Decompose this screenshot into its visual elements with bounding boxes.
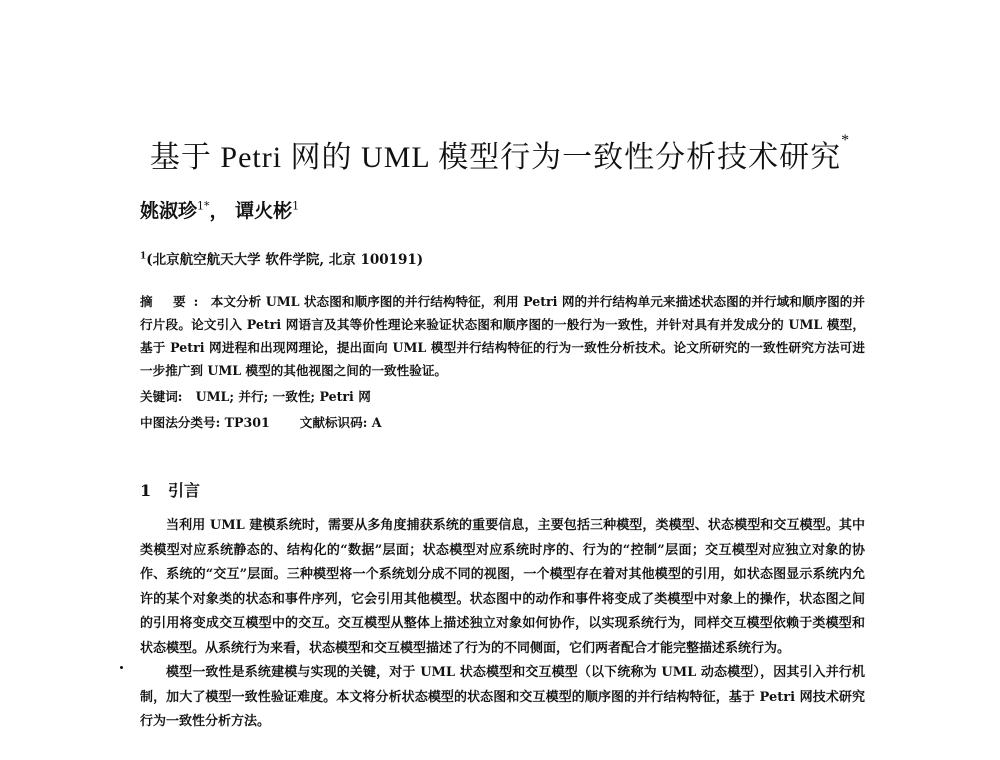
author-affil-mark: 1	[292, 199, 300, 213]
section-title: 引言	[168, 481, 201, 500]
clc-value: TP301	[224, 415, 270, 430]
section-number: 1	[140, 481, 152, 500]
affiliation-text: (北京航空航天大学 软件学院, 北京 100191)	[146, 252, 424, 268]
author-name: 谭火彬	[235, 200, 293, 222]
keywords-label: 关键词:	[140, 389, 183, 404]
clc-label: 中图法分类号:	[140, 415, 221, 430]
doc-code-label: 文献标识码:	[299, 415, 368, 430]
paragraph: 模型一致性是系统建模与实现的关键，对于 UML 状态模型和交互模型（以下统称为 UML 动态模型），因其引入并行机制，加大了模型一致性验证难度。本文将分析状态模型的状态图和交互模型的顺序图的并行结构特征，基于 Petri 网技术研究行为一致性分析方法。	[140, 665, 865, 729]
doc-code-value: A	[371, 415, 382, 430]
affiliation-mark: 1	[140, 251, 147, 262]
body-text	[140, 514, 865, 735]
paragraph: 当利用 UML 建模系统时，需要从多角度捕获系统的重要信息，主要包括三种模型，类模型、状态模型和交互模型。其中类模型对应系统静态的、结构化的“数据”层面；状态模型对应系统时序的、行为的“控制”层面；交互模型对应独立对象的协作、系统的“交互”层面。三种模型将一个系统划分成不同的视图，一个模型存在着对其他模型的引用，如状态图显示系统内允许的某个对象类的状态和事件序列，它会引用其他模型。状态图中的动作和事件将变成了类模型中对象上的操作，状态图之间的引用将变成交互模型中的交互。交互模型从整体上描述独立对象如何协作，以实现系统行为，同样交互模型依赖于类模型和状态模型。从系统行为来看，状态模型和交互模型描述了行为的不同侧面，它们两者配合才能完整描述系统行为。	[140, 518, 865, 656]
abstract-text: 本文分析 UML 状态图和顺序图的并行结构特征，利用 Petri 网的并行结构单元来描述状态图的并行域和顺序图的并行片段。论文引入 Petri 网语言及其等价性理论来验证状态图和顺序图的一般行为一致性，并针对具有并发成分的 UML 模型，基于 Petri 网进程和出现网理论，提出面向 UML 模型并行结构特征的行为一致性分析技术。论文所研究的一致性研究方法可进一步推广到 UML 模型的其他视图之间的一致性验证。	[140, 294, 865, 378]
abstract-label: 摘 要:	[140, 294, 207, 309]
classification	[140, 413, 865, 433]
section-heading	[140, 478, 200, 501]
author-line	[140, 196, 299, 223]
author-affil-mark: 1*	[197, 199, 210, 213]
abstract	[140, 290, 865, 382]
author-name: 姚淑珍	[140, 200, 198, 222]
keywords-text: UML; 并行; 一致性; Petri 网	[195, 389, 371, 404]
affiliation	[140, 248, 423, 268]
title-footnote-mark: *	[841, 132, 851, 149]
title-text: 基于 Petri 网的 UML 模型行为一致性分析技术研究	[149, 141, 842, 174]
keywords	[140, 387, 865, 407]
scan-speck	[120, 666, 123, 669]
paper-title	[0, 132, 1000, 176]
author-separator: ，	[209, 200, 229, 222]
